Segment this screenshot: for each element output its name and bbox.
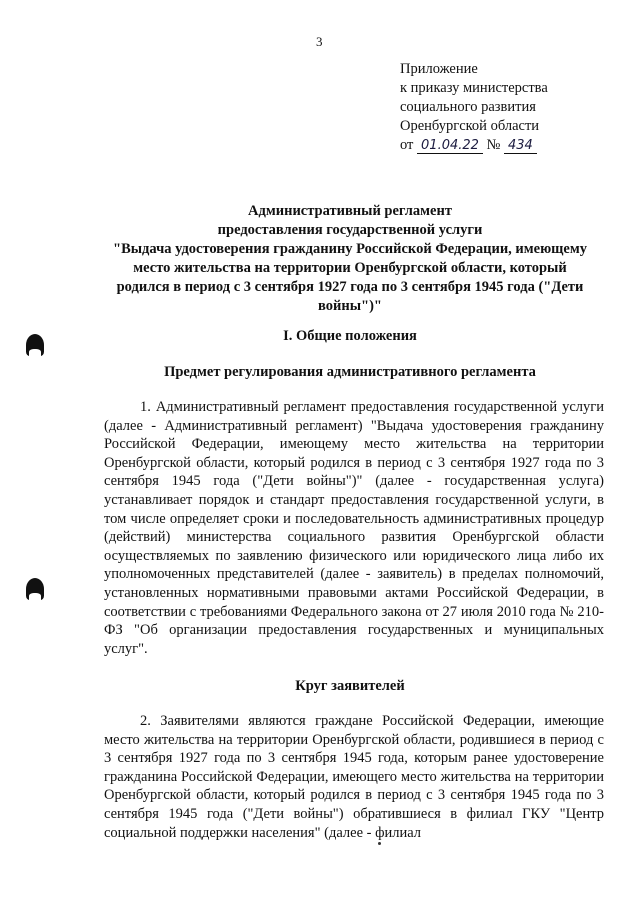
number-prefix: № <box>486 137 501 153</box>
annex-line: социального развития <box>400 99 536 115</box>
number-handwritten: 434 <box>504 138 537 154</box>
annex-block <box>400 60 548 155</box>
title-line: Административный регламент <box>248 203 452 219</box>
annex-date-line <box>400 136 548 155</box>
subsection-heading: Круг заявителей <box>295 678 405 694</box>
date-prefix: от <box>400 137 414 153</box>
annex-line: Приложение <box>400 61 478 77</box>
section-heading: I. Общие положения <box>283 328 417 344</box>
title-line: "Выдача удостоверения гражданину Российской Федерации, имеющему <box>113 241 587 257</box>
scan-dot <box>378 842 381 845</box>
punch-hole-mark <box>26 334 44 356</box>
title-line: место жительства на территории Оренбургской области, который <box>133 260 567 276</box>
annex-line: к приказу министерства <box>400 80 548 96</box>
subsection-heading: Предмет регулирования административного регламента <box>164 364 536 380</box>
document-title <box>86 202 614 316</box>
paragraph-1: 1. Административный регламент предоставления государственной услуги (далее - Административный регламент) "Выдача удостоверения гражданину Российской Федерации, имеющему место жительства на территории Оренбургской области, который родился в период с 3 сентября 1927 года по 3 сентября 1945 года ("Дети войны")" (далее - государственная услуга) устанавливает порядок и стандарт предоставления государственной услуги, в том числе определяет сроки и последовательность административных процедур (действий) министерства социального развития Оренбургской области осуществляемых по заявлению физического или юридического лица либо их уполномоченных представителей (далее - заявитель) в пределах полномочий, установленных нормативными правовыми актами Российской Федерации, в соответствии с требованиями Федерального закона от 27 июля 2010 года № 210-ФЗ "Об организации предоставления государственных и муниципальных услуг". <box>104 399 604 657</box>
page-number: 3 <box>316 34 323 49</box>
date-handwritten: 01.04.22 <box>417 138 483 154</box>
title-line: предоставления государственной услуги <box>217 222 483 238</box>
paragraph-2: 2. Заявителями являются граждане Российской Федерации, имеющие место жительства на территории Оренбургской области, родившиеся в период с 3 сентября 1927 года по 3 сентября 1945 года, которым ранее удостоверение гражданина Российской Федерации, имеющего место жительства на территории Оренбургской области, который родился в период с 3 сентября 1945 года по 3 сентября 1945 года ("Дети войны") обратившиеся в филиал ГКУ "Центр социальной поддержки населения" (далее - филиал <box>104 713 604 841</box>
title-line: войны")" <box>318 298 382 314</box>
annex-line: Оренбургской области <box>400 118 540 134</box>
punch-hole-mark <box>26 578 44 600</box>
title-line: родился в период с 3 сентября 1927 года по 3 сентября 1945 года ("Дети <box>116 279 584 295</box>
